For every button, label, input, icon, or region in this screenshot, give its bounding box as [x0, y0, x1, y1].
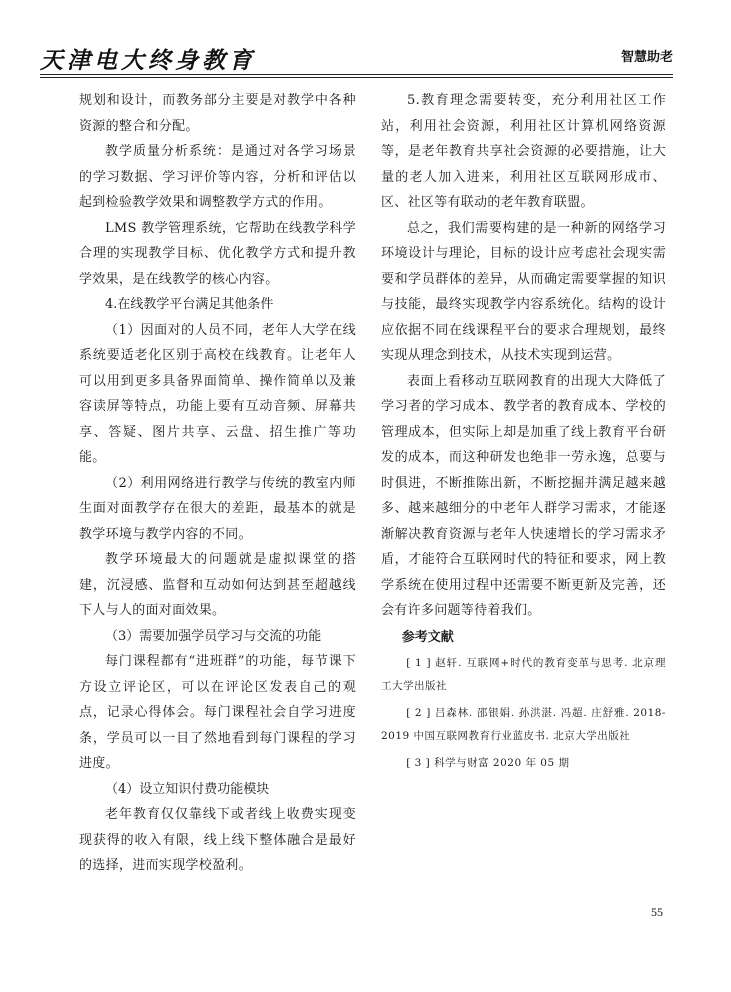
right-column: [381, 88, 666, 779]
paragraph: 老年教育仅仅靠线下或者线上收费实现变现获得的收入有限，线上线下整体融合是最好的选择，进而实现学校盈利。: [79, 807, 356, 873]
paragraph: 教学质量分析系统：是通过对各学习场景的学习数据、学习评价等内容，分析和评估以起到检验教学效果和调整教学方式的作用。: [79, 144, 356, 210]
page-number: 55: [651, 905, 663, 919]
reference-item: [ 1 ] 赵轩. 互联网+时代的教育变革与思考. 北京理工大学出版社: [381, 656, 666, 692]
reference-item: [ 3 ] 科学与财富 2020 年 05 期: [406, 756, 570, 769]
section-label: 智慧助老: [620, 50, 673, 65]
header-rule-thin: [40, 77, 673, 78]
section-heading: （3）需要加强学员学习与交流的功能: [105, 628, 322, 644]
section-heading: （4）设立知识付费功能模块: [105, 781, 270, 797]
references-title: 参考文献: [401, 629, 454, 645]
page-header: [40, 36, 673, 78]
section-heading: 4.在线教学平台满足其他条件: [105, 297, 274, 312]
header-rule: [40, 74, 673, 75]
journal-logo: 天津电大终身教育: [40, 47, 256, 74]
left-column: [79, 88, 356, 879]
paragraph: 总之，我们需要构建的是一种新的网络学习环境设计与理论，目标的设计应考虑社会现实需要和学员群体的差异，从而确定需要掌握的知识与技能，最终实现教学内容系统化。结构的设计应依据不同在线课程平台的要求合理规划，最终实现从理念到技术，从技术实现到运营。: [381, 220, 666, 363]
paragraph: 规划和设计，而教务部分主要是对教学中各种资源的整合和分配。: [79, 93, 356, 134]
paragraph: 每门课程都有“进班群”的功能，每节课下方设立评论区，可以在评论区发表自己的观点，记录心得体会。每门课程社会自学习进度条，学员可以一目了然地看到每门课程的学习进度。: [79, 654, 356, 771]
paragraph: 表面上看移动互联网教育的出现大大降低了学习者的学习成本、教学者的教育成本、学校的管理成本，但实际上却是加重了线上教育平台研发的成本，而这种研发也绝非一劳永逸，总要与时俱进，不断推陈出新，不断挖掘并满足越来越多、越来越细分的中老年人群学习需求，才能逐渐解决教育资源与老年人快速增长的学习需求矛盾，才能符合互联网时代的特征和要求，网上教学系统在使用过程中还需要不断更新及完善，还会有许多问题等待着我们。: [381, 373, 666, 618]
paragraph: （1）因面对的人员不同，老年人大学在线系统要适老化区别于高校在线教育。让老年人可以用到更多具备界面简单、操作简单以及兼容读屏等特点，功能上要有互动音频、屏幕共享、答疑、图片共享、云盘、招生推广等功能。: [79, 322, 356, 465]
paragraph: 5.教育理念需要转变，充分利用社区工作站，利用社会资源，利用社区计算机网络资源等，是老年教育共享社会资源的必要措施，让大量的老人加入进来，利用社区互联网形成市、区、社区等有联动的老年教育联盟。: [381, 93, 666, 210]
paragraph: （2）利用网络进行教学与传统的教室内师生面对面教学存在很大的差距，最基本的就是教学环境与教学内容的不同。: [79, 475, 356, 542]
paragraph: LMS 教学管理系统，它帮助在线教学科学合理的实现教学目标、优化教学方式和提升教学效果，是在线教学的核心内容。: [79, 220, 356, 287]
reference-item: [ 2 ] 吕森林. 邵银娟. 孙洪湛. 冯超. 庄舒雅. 2018-2019 中国互联网教育行业蓝皮书. 北京大学出版社: [381, 706, 666, 742]
paragraph: 教学环境最大的问题就是虚拟课堂的搭建，沉浸感、监督和互动如何达到甚至超越线下人与人的面对面效果。: [79, 552, 356, 618]
